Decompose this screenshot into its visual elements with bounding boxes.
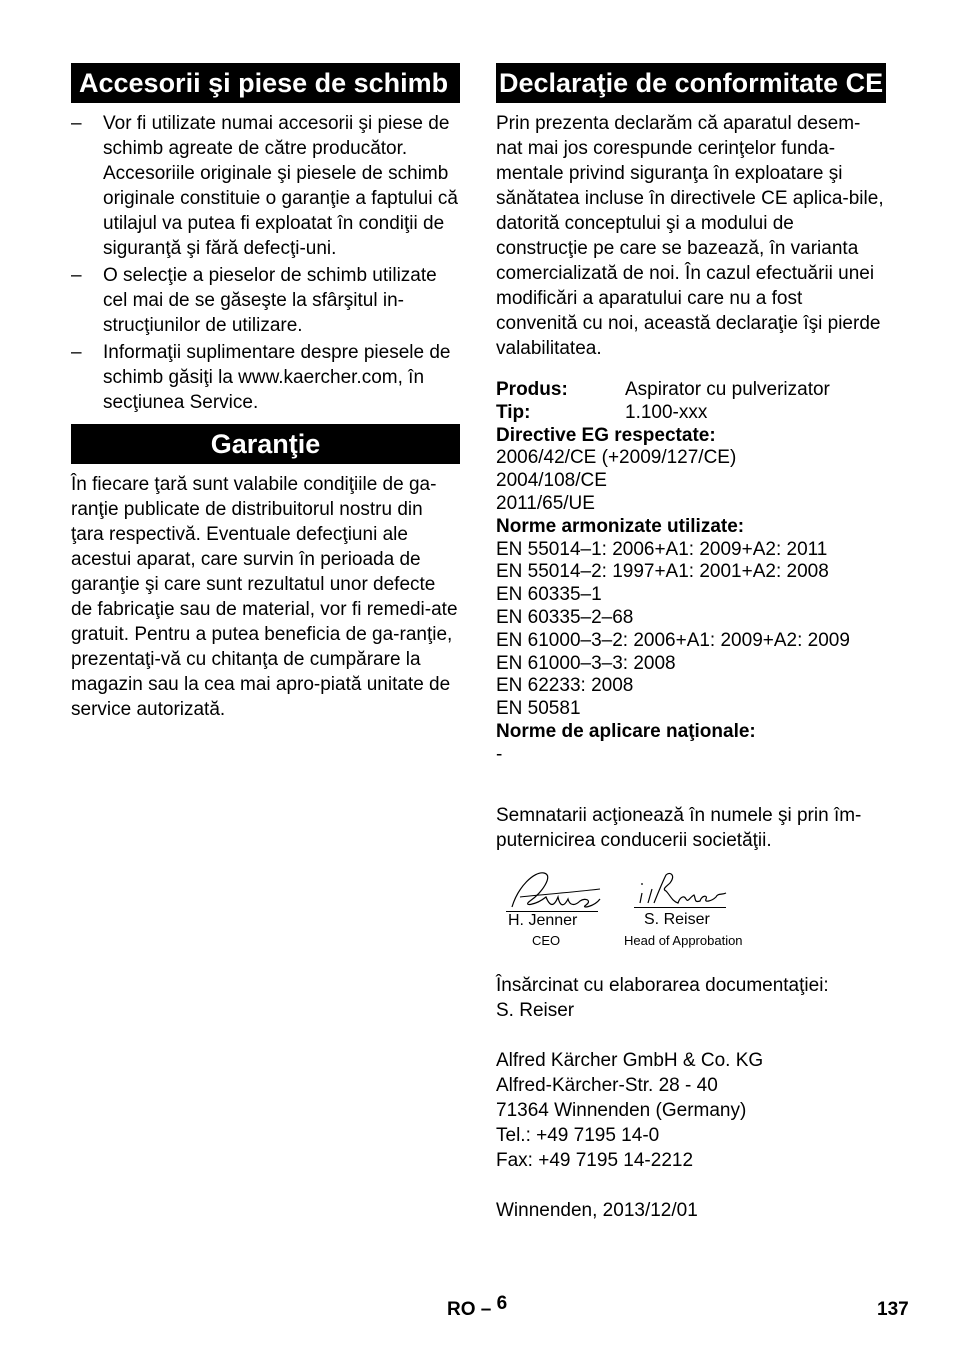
- company-city: 71364 Winnenden (Germany): [496, 1099, 747, 1121]
- standard-item: EN 50581: [496, 698, 581, 720]
- list-item-text: O selecţie a pieselor de schimb utilizate cel mai de se găseşte la sfârşitul in-strucţiunilor de utilizare.: [103, 265, 437, 336]
- standard-item: EN 62233: 2008: [496, 675, 634, 697]
- place-date: Winnenden, 2013/12/01: [496, 1199, 698, 1221]
- signer-role: CEO: [532, 932, 561, 948]
- standard-item: EN 55014–2: 1997+A1: 2001+A2: 2008: [496, 561, 829, 583]
- product-row: [496, 379, 886, 402]
- list-item: [71, 340, 460, 415]
- left-column: [71, 63, 460, 722]
- dash-bullet: –: [71, 265, 82, 286]
- documentation-name: S. Reiser: [496, 999, 575, 1021]
- type-value: 1.100-xxx: [625, 401, 708, 423]
- handwritten-signature-jenner: [506, 867, 602, 913]
- company-street: Alfred-Kärcher-Str. 28 - 40: [496, 1074, 718, 1096]
- list-item-text: Vor fi utilizate numai accesorii şi piese de schimb agreate de către producător. Accesoriile originale şi piesele de schimb originale constituie o garanţie a faptului că utilajul va putea fi exploatat în condiţii de siguranţă şi fără defecţi-uni.: [103, 113, 458, 259]
- signature-block: [496, 867, 886, 963]
- national-label: Norme de aplicare naţionale:: [496, 720, 756, 742]
- directive-item: 2004/108/CE: [496, 470, 607, 492]
- warranty-text: În fiecare ţară sunt valabile condiţiile de ga-ranţie publicate de distribuitorul nostru din ţara respectivă. Eventuale defecţiuni ale acestui aparat, care survin în perioada de garanţie şi care sunt rezultatul unor defecte de fabricaţie sau de material, vor fi remedi-ate gratuit. Pentru a putea beneficia de ga-ranţie, prezentaţi-vă cu chitanţa de cumpărare la magazin sau la cea mai apro-piată unitate de service autorizată.: [71, 474, 458, 720]
- product-value: Aspirator cu pulverizator: [625, 379, 830, 400]
- footer-dash: –: [480, 1299, 492, 1320]
- standard-item: EN 61000–3–3: 2008: [496, 652, 676, 674]
- list-item: [71, 111, 460, 261]
- company-fax: Fax: +49 7195 14-2212: [496, 1149, 694, 1171]
- spec-block: [496, 379, 886, 767]
- directive-item: 2011/65/UE: [496, 492, 595, 514]
- dash-bullet: –: [71, 342, 82, 363]
- documentation-label: Însărcinat cu elaborarea documentaţiei:: [496, 974, 829, 996]
- signature-jenner: [502, 867, 602, 963]
- page-number: 137: [877, 1299, 909, 1320]
- harmonized-label: Norme armonizate utilizate:: [496, 515, 745, 537]
- list-item-text: Informaţii suplimentare despre piesele de schimb găsiţi la www.kaercher.com, în secţiunea Service.: [103, 342, 451, 413]
- company-address: [496, 1048, 886, 1173]
- standard-item: EN 61000–3–2: 2006+A1: 2009+A2: 2009: [496, 629, 850, 651]
- accessories-list: [71, 111, 460, 415]
- footer-lang: RO: [447, 1299, 476, 1320]
- company-tel: Tel.: +49 7195 14-0: [496, 1124, 660, 1146]
- product-label: Produs:: [496, 379, 568, 400]
- type-row: [496, 402, 886, 425]
- right-column: [496, 63, 886, 1223]
- dash-bullet: –: [71, 113, 82, 134]
- signer-role: Head of Approbation: [624, 932, 743, 948]
- directive-item: 2006/42/CE (+2009/127/CE): [496, 447, 737, 469]
- declaration-intro: Prin prezenta declarăm că aparatul desem-nat mai jos corespunde cerinţelor funda-mentale privind siguranţa în exploatare şi sănătatea incluse în directivele CE aplica-bile, datorită conceptului şi a modului de construcţie pe care se bazează, în varianta comercializată de noi. În cazul efectuării unei modificări a aparatului care nu a fost convenită cu noi, această declaraţie îşi pierde valabilitatea.: [496, 113, 884, 359]
- footer-section-page: 6: [496, 1293, 508, 1314]
- warranty-heading: Garanţie: [71, 424, 460, 464]
- list-item: [71, 263, 460, 338]
- signer-name: S. Reiser: [644, 910, 710, 928]
- standard-item: EN 60335–1: [496, 584, 602, 606]
- declaration-heading: Declaraţie de conformitate CE: [496, 63, 886, 103]
- company-name: Alfred Kärcher GmbH & Co. KG: [496, 1049, 764, 1071]
- signature-line: [634, 907, 726, 908]
- standard-item: EN 55014–1: 2006+A1: 2009+A2: 2011: [496, 538, 828, 560]
- footer-section: [447, 1293, 508, 1322]
- type-label: Tip:: [496, 401, 531, 423]
- accessories-heading: Accesorii şi piese de schimb: [71, 63, 460, 103]
- signature-reiser: [624, 867, 754, 963]
- signer-name: H. Jenner: [508, 911, 578, 929]
- signatories-text: Semnatarii acţionează în numele şi prin îm-puternicirea conducerii societăţii.: [496, 804, 862, 851]
- directives-label: Directive EG respectate:: [496, 424, 716, 446]
- standard-item: EN 60335–2–68: [496, 606, 634, 628]
- national-value: -: [496, 743, 503, 765]
